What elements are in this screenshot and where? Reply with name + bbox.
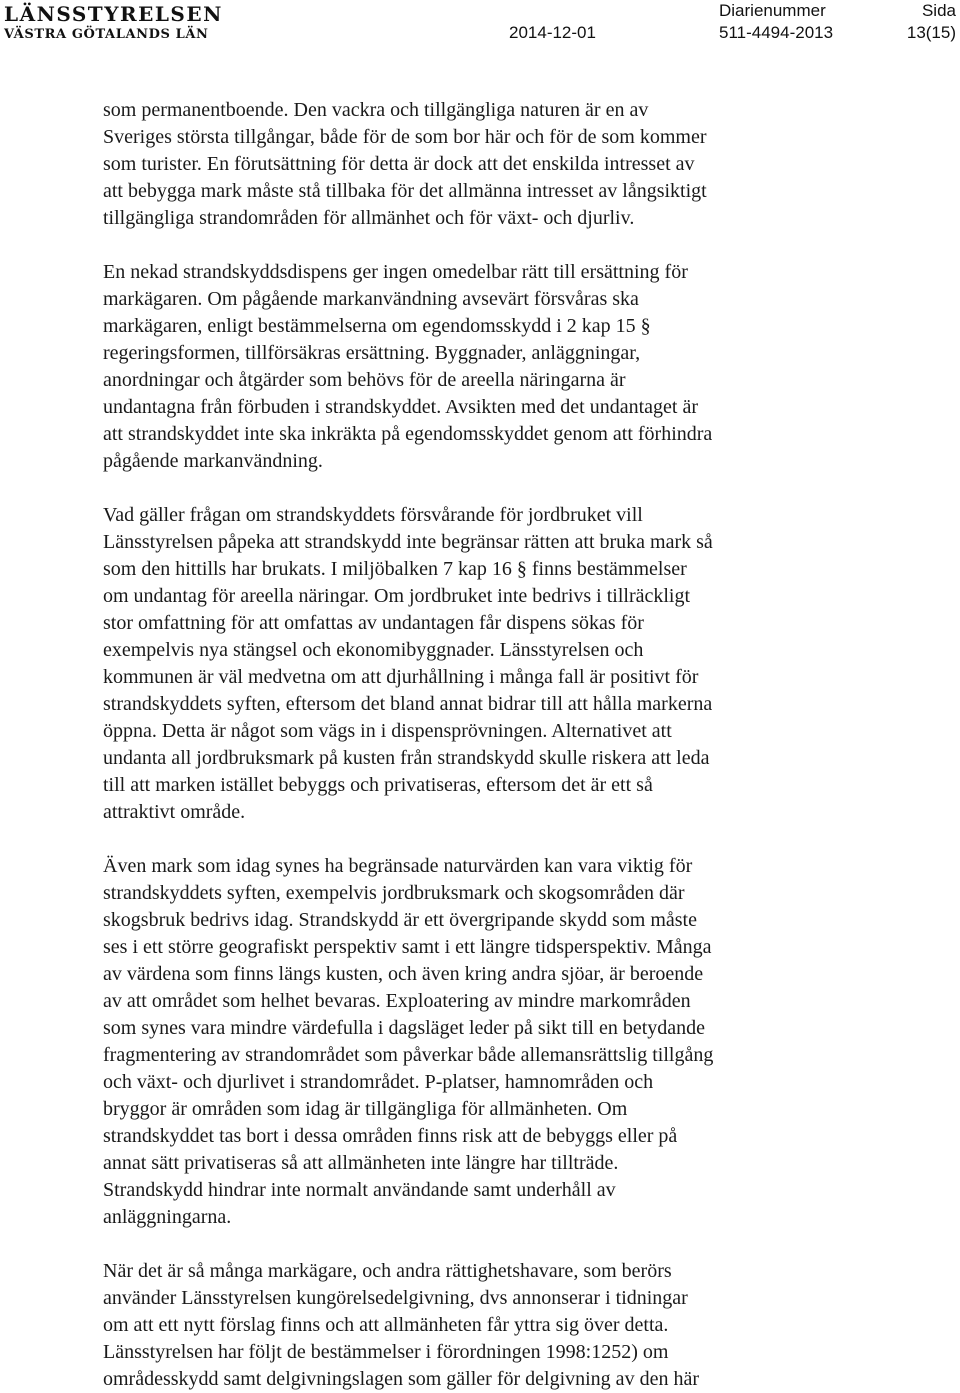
- document-body: [103, 97, 838, 1393]
- body-paragraph: [103, 853, 838, 1231]
- agency-logo: [4, 4, 223, 44]
- text-line: bryggor är områden som idag är tillgängliga för allmänheten. Om: [103, 1098, 628, 1120]
- text-line: Strandskydd hindrar inte normalt användande samt underhåll av: [103, 1179, 616, 1201]
- text-line: strandskyddets syften, eftersom det bland annat bidrar till att hålla markerna: [103, 693, 713, 715]
- text-line: fragmentering av strandområdet som påverkar både allemansrättslig tillgång: [103, 1044, 714, 1066]
- body-paragraph: [103, 97, 838, 232]
- text-line: markägaren. Om pågående markanvändning avsevärt försvåras ska: [103, 288, 639, 310]
- text-line: annat sätt privatiseras så att allmänheten inte längre har tillträde.: [103, 1152, 619, 1174]
- text-line: strandskyddets syften, exempelvis jordbruksmark och skogsområden där: [103, 882, 685, 904]
- text-line: regeringsformen, tillförsäkras ersättning. Byggnader, anläggningar,: [103, 342, 641, 364]
- text-line: undantagna från förbuden i strandskyddet. Avsikten med det undantaget är: [103, 396, 699, 418]
- diary-number: 511-4494-2013: [719, 23, 834, 42]
- text-line: anordningar och åtgärder som behövs för de areella näringarna är: [103, 369, 626, 391]
- text-line: Sveriges största tillgångar, både för de som bor här och för de som kommer: [103, 126, 707, 148]
- text-line: exempelvis nya stängsel och ekonomibyggnader. Länsstyrelsen och: [103, 639, 644, 661]
- text-line: Länsstyrelsen påpeka att strandskydd inte begränsar rätten att bruka mark så: [103, 531, 713, 553]
- text-line: skogsbruk bedrivs idag. Strandskydd är ett övergripande skydd som måste: [103, 909, 697, 931]
- text-line: av att området som helhet bevaras. Exploatering av mindre markområden: [103, 990, 691, 1012]
- text-line: använder Länsstyrelsen kungörelsedelgivning, dvs annonserar i tidningar: [103, 1287, 688, 1309]
- body-paragraph: [103, 502, 838, 826]
- text-line: markägaren, enligt bestämmelserna om egendomsskydd i 2 kap 15 §: [103, 315, 651, 337]
- text-line: Vad gäller frågan om strandskyddets försvårande för jordbruket vill: [103, 504, 643, 526]
- text-line: ses i ett större geografiskt perspektiv samt i ett längre tidsperspektiv. Många: [103, 936, 712, 958]
- document-header: [0, 0, 960, 50]
- text-line: tillgängliga strandområden för allmänhet och för växt- och djurliv.: [103, 207, 635, 229]
- body-paragraph: [103, 259, 838, 475]
- text-line: anläggningarna.: [103, 1206, 232, 1228]
- text-line: som permanentboende. Den vackra och tillgängliga naturen är en av: [103, 99, 649, 121]
- text-line: En nekad strandskyddsdispens ger ingen omedelbar rätt till ersättning för: [103, 261, 688, 283]
- text-line: och växt- och djurlivet i strandområdet. P-platser, hamnområden och: [103, 1071, 654, 1093]
- text-line: om undantag för areella näringar. Om jordbruket inte bedrivs i tillräckligt: [103, 585, 691, 607]
- text-line: som den hittills har brukats. I miljöbalken 7 kap 16 § finns bestämmelser: [103, 558, 687, 580]
- text-line: som synes vara mindre värdefulla i dagsläget leder på sikt till en betydande: [103, 1017, 706, 1039]
- document-date: 2014-12-01: [509, 23, 596, 42]
- diary-number-label: Diarienummer: [719, 1, 826, 20]
- text-line: kommunen är väl medvetna om att djurhållning i många fall är positivt för: [103, 666, 699, 688]
- text-line: undanta all jordbruksmark på kusten från strandskydd skulle riskera att leda: [103, 747, 710, 769]
- text-line: strandskyddet tas bort i dessa områden finns risk att de bebyggs eller på: [103, 1125, 678, 1147]
- text-line: öppna. Detta är något som vägs in i dispensprövningen. Alternativet att: [103, 720, 672, 742]
- logo-agency-name: LÄNSSTYRELSEN: [4, 2, 223, 26]
- logo-county-name: VÄSTRA GÖTALANDS LÄN: [4, 27, 209, 42]
- text-line: Även mark som idag synes ha begränsade naturvärden kan vara viktig för: [103, 855, 693, 877]
- text-line: som turister. En förutsättning för detta är dock att det enskilda intresset av: [103, 153, 695, 175]
- text-line: av värdena som finns längs kusten, och även kring andra sjöar, är beroende: [103, 963, 704, 985]
- page-number: 13(15): [906, 23, 956, 42]
- text-line: till att marken istället bebyggs och privatiseras, eftersom det är ett så: [103, 774, 653, 796]
- text-line: När det är så många markägare, och andra rättighetshavare, som berörs: [103, 1260, 672, 1282]
- text-line: stor omfattning för att omfattas av undantagen får dispens sökas för: [103, 612, 644, 634]
- text-line: attraktivt område.: [103, 801, 246, 823]
- body-paragraph: [103, 1258, 838, 1393]
- text-line: att strandskyddet inte ska inkräkta på egendomsskyddet genom att förhindra: [103, 423, 713, 445]
- text-line: om att ett nytt förslag finns och att allmänheten får yttra sig över detta.: [103, 1314, 669, 1336]
- text-line: Länsstyrelsen har följt de bestämmelser i förordningen 1998:1252) om: [103, 1341, 669, 1363]
- text-line: att bebygga mark måste stå tillbaka för det allmänna intresset av långsiktigt: [103, 180, 707, 202]
- text-line: områdesskydd samt delgivningslagen som gäller för delgivning av den här: [103, 1368, 699, 1390]
- text-line: pågående markanvändning.: [103, 450, 323, 472]
- page-label: Sida: [921, 1, 956, 20]
